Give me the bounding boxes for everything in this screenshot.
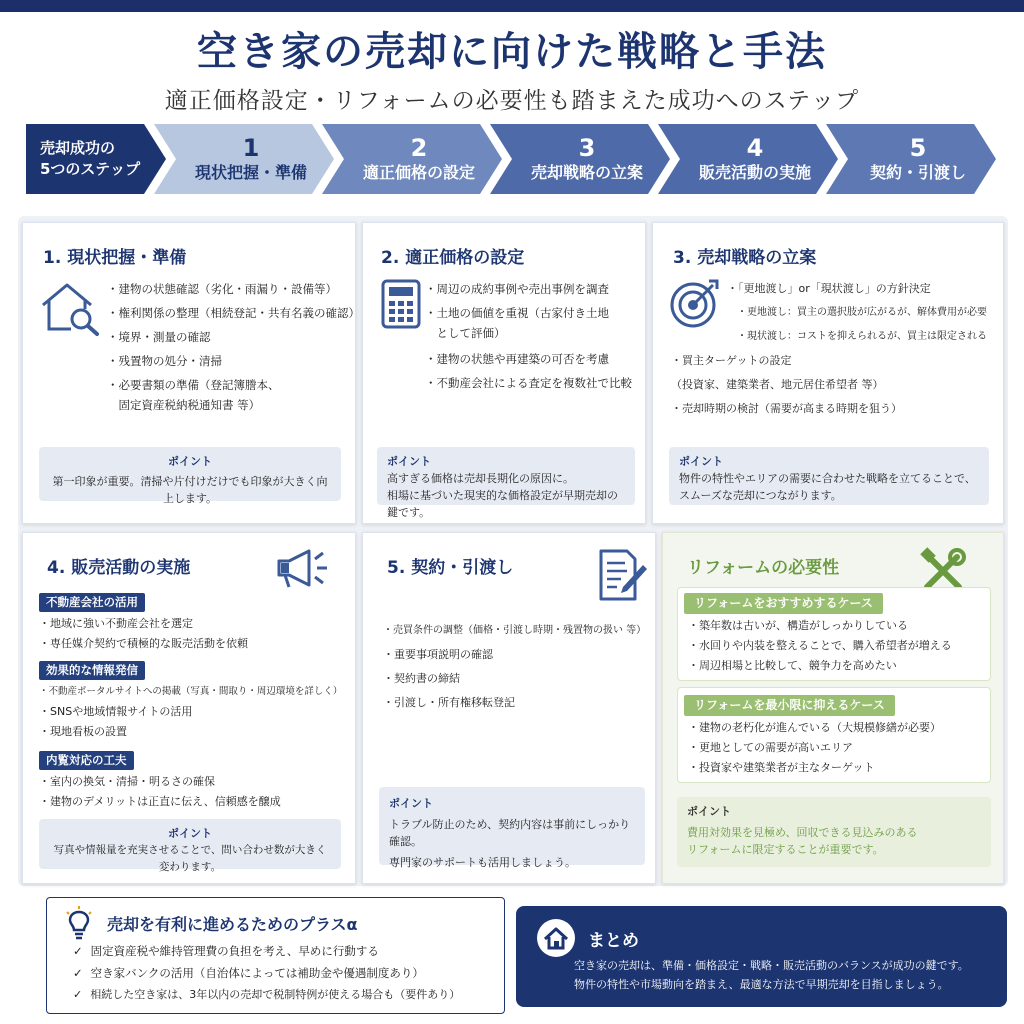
- list-item: ・水回りや内装を整えることで、購入希望者が増える: [688, 639, 952, 652]
- panel2-point: [377, 447, 635, 519]
- point-title: ポイント: [679, 455, 723, 468]
- summary-line: 空き家の売却は、準備・価格設定・戦略・販売活動のバランスが成功の鍵です。: [574, 959, 969, 972]
- panel-title: リフォームの必要性: [687, 558, 840, 578]
- step-label: 売却戦略の立案: [530, 163, 643, 182]
- point-title: ポイント: [168, 827, 212, 840]
- list-item: ・契約書の締結: [383, 672, 460, 685]
- point-text: スムーズな売却につながります。: [679, 489, 842, 502]
- list-item: ・更地渡し：買主の選択肢が広がるが、解体費用が必要: [727, 307, 987, 318]
- point-title: ポイント: [389, 797, 433, 810]
- summary-title: まとめ: [588, 931, 639, 951]
- panel-step5: [362, 532, 656, 884]
- list-item-text: 固定資産税や維持管理費の負担を考え、早めに行動する: [90, 944, 379, 958]
- point-text: 相場に基づいた現実的な価格設定が早期売却の鍵です。: [387, 489, 618, 519]
- steps-intro-line1: 売却成功の: [40, 139, 116, 157]
- panel-step4: [22, 532, 356, 884]
- panel-step1: [22, 222, 360, 524]
- step-number: 4: [746, 134, 764, 162]
- step-1: [176, 124, 326, 194]
- point-title: ポイント: [168, 455, 212, 468]
- panel-step2: [362, 222, 646, 524]
- panel4-group-3: [39, 749, 281, 812]
- megaphone-icon: [275, 547, 333, 591]
- list-item: ・不動産会社による査定を複数社で比較: [425, 376, 632, 390]
- panel-title: 1. 現状把握・準備: [43, 248, 187, 268]
- point-text: 高すぎる価格は売却長期化の原因に。: [387, 472, 574, 485]
- reform-tag: リフォームを最小限に抑えるケース: [684, 695, 895, 716]
- summary-box: [516, 906, 1007, 1007]
- panel-reform: [662, 532, 1004, 884]
- list-item-text: 相続した空き家は、3年以内の売却で税制特例が使える場合も（要件あり）: [90, 988, 461, 1001]
- list-item: ・土地の価値を重視（古家付き土地: [425, 306, 609, 320]
- list-item: [73, 940, 460, 962]
- step-5: [848, 124, 988, 194]
- panel1-list: [107, 277, 360, 415]
- list-item: ・室内の換気・清掃・明るさの確保: [39, 775, 215, 788]
- list-item: ・周辺相場と比較して、競争力を高めたい: [688, 659, 897, 672]
- list-item: ・引渡し・所有権移転登記: [383, 696, 515, 709]
- step-3: [512, 124, 662, 194]
- list-item: [73, 962, 460, 984]
- point-text: 第一印象が重要。清掃や片付けだけでも印象が大きく向上します。: [52, 475, 328, 505]
- panel4-group-1: [39, 591, 248, 654]
- panel-title: 2. 適正価格の設定: [381, 248, 525, 268]
- list-item: （投資家、建築業者、地元居住希望者 等）: [671, 378, 884, 391]
- step-2: [344, 124, 494, 194]
- step-number: 2: [410, 134, 428, 162]
- page-title: 空き家の売却に向けた戦略と手法: [197, 29, 827, 75]
- point-title: ポイント: [387, 455, 431, 468]
- list-item: ・権利関係の整理（相続登記・共有名義の確認）: [107, 306, 360, 320]
- summary-line: 物件の特性や市場動向を踏まえ、最適な方法で早期売却を目指しましょう。: [574, 978, 949, 991]
- list-item: ・建物のデメリットは正直に伝え、信頼感を醸成: [39, 795, 281, 808]
- list-item: ・専任媒介契約で積極的な販売活動を依頼: [39, 637, 248, 650]
- panel4-point: [39, 819, 341, 873]
- panel3-list: [671, 277, 987, 421]
- point-text: 写真や情報量を充実させることで、問い合わせ数が大きく変わります。: [53, 844, 327, 873]
- list-item: として評価）: [425, 326, 506, 340]
- reform-tag: リフォームをおすすめするケース: [684, 593, 883, 614]
- step-number: 5: [909, 134, 927, 162]
- list-item: ・必要書類の準備（登記簿謄本、: [107, 378, 280, 392]
- list-item: ・重要事項説明の確認: [383, 648, 493, 661]
- lightbulb-icon: [65, 906, 93, 940]
- list-item: ・売却時期の検討（需要が高まる時期を狙う）: [671, 402, 902, 415]
- list-item: ・建物の老朽化が進んでいる（大規模修繕が必要）: [688, 721, 941, 734]
- plus-alpha-box: [46, 897, 505, 1014]
- top-bar: [0, 0, 1024, 12]
- list-item: 固定資産税納税通知書 等）: [107, 398, 261, 412]
- panel5-list: [383, 619, 646, 715]
- list-item: ・現地看板の設置: [39, 725, 127, 738]
- reform-minimize-box: [677, 687, 991, 783]
- reform-point: [677, 797, 991, 867]
- list-item: [73, 984, 460, 1006]
- list-item: ・不動産ポータルサイトへの掲載（写真・間取り・周辺環境を詳しく）: [39, 686, 343, 697]
- step-label: 現状把握・準備: [194, 163, 307, 182]
- list-item: ・売買条件の調整（価格・引渡し時期・残置物の扱い 等）: [383, 625, 647, 636]
- point-text: 専門家のサポートも活用しましょう。: [389, 856, 576, 869]
- step-number: 1: [242, 134, 260, 162]
- calculator-icon: [381, 279, 421, 329]
- point-text: 費用対効果を見極め、回収できる見込みのある: [687, 826, 918, 839]
- step-label: 契約・引渡し: [869, 163, 966, 182]
- group-tag: 効果的な情報発信: [39, 661, 145, 680]
- panel-title: 5. 契約・引渡し: [387, 558, 514, 578]
- list-item: ・更地としての需要が高いエリア: [688, 741, 853, 754]
- reform-recommend-box: [677, 587, 991, 681]
- group-tag: 不動産会社の活用: [39, 593, 145, 612]
- steps-intro: [26, 124, 146, 194]
- panel1-point: [39, 447, 341, 505]
- house-search-icon: [39, 277, 105, 337]
- steps-bar: [26, 124, 996, 194]
- panel5-point: [379, 787, 645, 869]
- list-item: ・現状渡し：コストを抑えられるが、買主は限定される: [727, 331, 987, 342]
- list-item: ・残置物の処分・清掃: [107, 354, 222, 368]
- home-icon: [536, 918, 576, 958]
- check-icon: ✓: [73, 966, 83, 980]
- plus-title: 売却を有利に進めるためのプラスα: [107, 915, 358, 934]
- plus-list: [73, 940, 460, 1006]
- step-number: 3: [578, 134, 596, 162]
- point-title: ポイント: [687, 805, 731, 818]
- check-icon: ✓: [73, 988, 83, 1001]
- panel-title: 3. 売却戦略の立案: [673, 248, 817, 268]
- steps-intro-line2: 5つのステップ: [40, 160, 141, 178]
- list-item: ・建物の状態や再建築の可否を考慮: [425, 352, 609, 366]
- list-item-text: 空き家バンクの活用（自治体によっては補助金や優遇制度あり）: [90, 966, 424, 980]
- list-item: ・投資家や建築業者が主なターゲット: [688, 761, 875, 774]
- list-item: ・買主ターゲットの設定: [671, 354, 792, 367]
- list-item: ・「更地渡し」or「現状渡し」の方針決定: [727, 282, 931, 295]
- panel3-point: [669, 447, 989, 505]
- list-item: ・周辺の成約事例や売出事例を調査: [425, 282, 609, 296]
- list-item: ・築年数は古いが、構造がしっかりしている: [688, 619, 908, 632]
- list-item: ・建物の状態確認（劣化・雨漏り・設備等）: [107, 282, 337, 296]
- step-4: [680, 124, 830, 194]
- step-label: 適正価格の設定: [362, 163, 475, 182]
- panel-step3: [652, 222, 1004, 524]
- document-pen-icon: [597, 547, 649, 603]
- group-tag: 内覧対応の工夫: [39, 751, 134, 770]
- check-icon: ✓: [73, 944, 83, 958]
- panel2-list: [425, 277, 632, 395]
- panel4-group-2: [39, 659, 342, 742]
- panel-title: 4. 販売活動の実施: [47, 558, 191, 578]
- point-text: リフォームに限定することが重要です。: [687, 843, 884, 856]
- step-label: 販売活動の実施: [698, 163, 811, 182]
- list-item: ・境界・測量の確認: [107, 330, 211, 344]
- list-item: ・SNSや地域情報サイトの活用: [39, 705, 193, 718]
- summary-text: [574, 956, 969, 994]
- point-text: 物件の特性やエリアの需要に合わせた戦略を立てることで、: [679, 472, 976, 485]
- page-subtitle: 適正価格設定・リフォームの必要性も踏まえた成功へのステップ: [164, 88, 860, 114]
- point-text: トラブル防止のため、契約内容は事前にしっかり確認。: [389, 818, 631, 848]
- list-item: ・地域に強い不動産会社を選定: [39, 617, 193, 630]
